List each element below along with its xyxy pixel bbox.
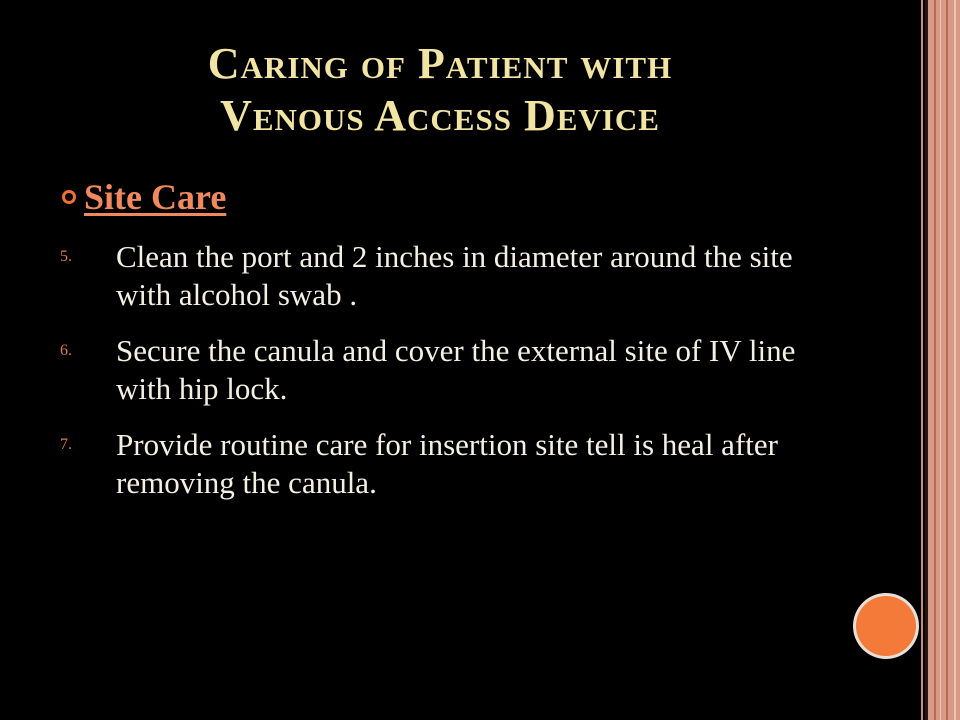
list-item-number: 7. bbox=[60, 436, 72, 453]
decorative-circle bbox=[856, 596, 916, 656]
decorative-border-line bbox=[921, 0, 923, 720]
list-item bbox=[60, 332, 830, 408]
section-heading[interactable]: Site Care bbox=[84, 177, 227, 217]
list-item-text: Provide routine care for insertion site tell is heal after removing the canula. bbox=[116, 427, 778, 500]
list-item-text: Secure the canula and cover the external site of IV line with hip lock. bbox=[116, 333, 796, 406]
decorative-border-line bbox=[940, 0, 941, 720]
numbered-list bbox=[60, 238, 830, 520]
slide-title-line-1: Caring of Patient with bbox=[207, 39, 673, 88]
list-item-text: Clean the port and 2 inches in diameter around the site with alcohol swab . bbox=[116, 239, 793, 312]
decorative-border-line bbox=[946, 0, 948, 720]
section-heading-row bbox=[62, 176, 226, 218]
circle-bullet-icon bbox=[62, 190, 76, 204]
list-item bbox=[60, 426, 830, 502]
slide-title bbox=[80, 38, 800, 142]
decorative-border-line bbox=[934, 0, 936, 720]
slide-title-line-2: Venous Access Device bbox=[220, 91, 660, 140]
decorative-border-line bbox=[925, 0, 928, 720]
decorative-border-line bbox=[954, 0, 956, 720]
list-item bbox=[60, 238, 830, 314]
list-item-number: 5. bbox=[60, 248, 72, 265]
list-item-number: 6. bbox=[60, 342, 72, 359]
